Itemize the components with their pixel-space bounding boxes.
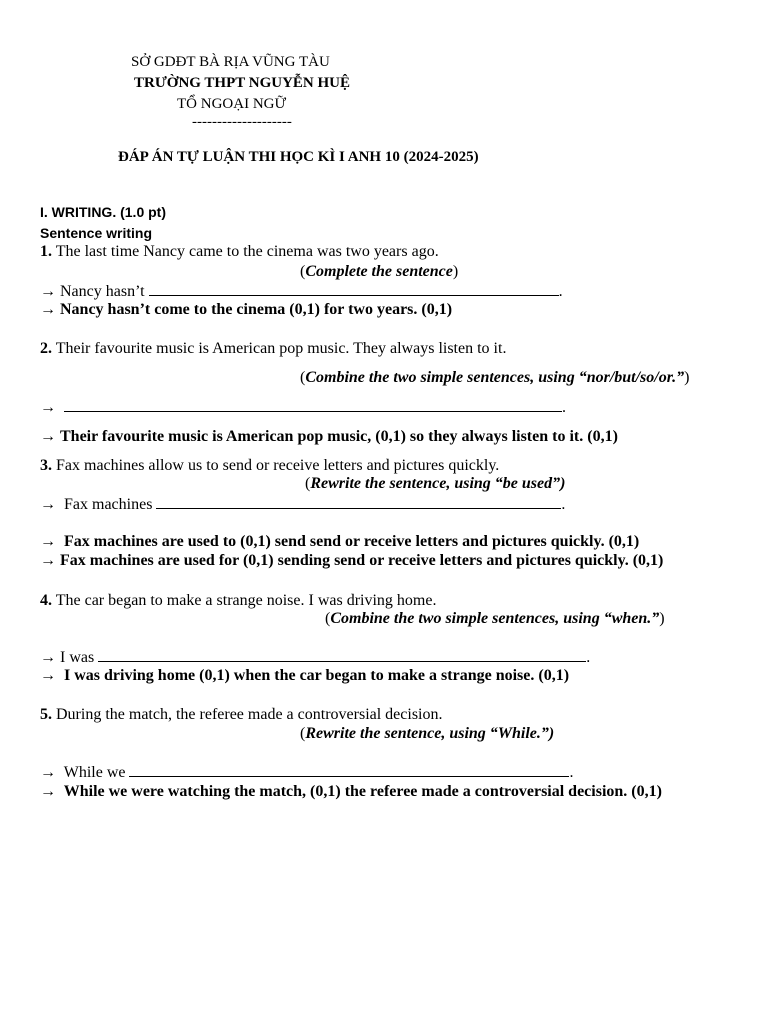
question-5-answer [40, 782, 662, 802]
answer-blank [64, 397, 562, 412]
paren-close: ) [659, 610, 665, 627]
answer-stem: While we [63, 764, 126, 781]
answer-text: Fax machines are used for (0,1) sending send or receive letters and pictures quickly. (0,1) [60, 552, 664, 569]
answer-text: Their favourite music is American pop music, (0,1) so they always listen to it. (0,1) [60, 428, 618, 445]
arrow-icon: → [40, 428, 56, 445]
paren-close: ) [684, 369, 690, 386]
arrow-icon: → [40, 764, 56, 781]
instruction-text: Complete the sentence [305, 263, 453, 280]
question-3-answer-b [40, 551, 663, 571]
page-title: ĐÁP ÁN TỰ LUẬN THI HỌC KÌ I ANH 10 (2024-2025) [118, 149, 479, 165]
instruction-text: Combine the two simple sentences, using “when.” [330, 610, 660, 627]
question-4-prompt [40, 591, 436, 611]
question-number: 5. [40, 706, 52, 723]
question-2-instruction [300, 368, 689, 388]
paren-open: ( [300, 725, 306, 742]
header-separator: -------------------- [192, 114, 292, 130]
question-number: 1. [40, 243, 52, 260]
arrow-icon: → [40, 667, 56, 684]
section-subheading: Sentence writing [40, 225, 153, 241]
question-1-instruction [300, 262, 458, 282]
answer-blank [156, 494, 561, 509]
question-3-blank-line [40, 494, 565, 515]
section-heading: I. WRITING. (1.0 pt) [40, 204, 166, 220]
question-4-blank-line [40, 647, 590, 668]
question-3-answer-a [40, 532, 639, 552]
answer-blank [98, 647, 586, 662]
answer-blank [149, 281, 559, 296]
question-number: 2. [40, 340, 52, 357]
answer-text: Fax machines are used to (0,1) send send or receive letters and pictures quickly. (0,1) [64, 533, 640, 550]
paren-open: ( [300, 263, 306, 280]
answer-text: I was driving home (0,1) when the car began to make a strange noise. (0,1) [64, 667, 570, 684]
paren-open: ( [300, 369, 306, 386]
instruction-text: Rewrite the sentence, using “While.”) [305, 725, 555, 742]
question-text: Their favourite music is American pop music. They always listen to it. [55, 340, 507, 357]
question-text: Fax machines allow us to send or receive letters and pictures quickly. [56, 457, 500, 474]
question-text: The last time Nancy came to the cinema was two years ago. [55, 243, 439, 260]
question-number: 4. [40, 592, 52, 609]
arrow-icon: → [40, 283, 56, 300]
question-2-prompt [40, 339, 506, 359]
sentence-end: . [569, 764, 574, 781]
arrow-icon: → [40, 783, 56, 800]
arrow-icon: → [40, 496, 56, 513]
sentence-end: . [586, 649, 591, 666]
instruction-text: Combine the two simple sentences, using “nor/but/so/or.” [305, 369, 685, 386]
paren-close: ) [452, 263, 459, 280]
sentence-end: . [561, 496, 566, 513]
question-4-instruction [325, 609, 665, 629]
question-text: The car began to make a strange noise. I was driving home. [55, 592, 437, 609]
question-5-blank-line [40, 762, 573, 783]
paren-open: ( [305, 475, 311, 492]
school-name: TRƯỜNG THPT NGUYỄN HUỆ [134, 75, 350, 91]
question-1-prompt [40, 242, 439, 262]
instruction-text: Rewrite the sentence, using “be used”) [310, 475, 566, 492]
sentence-end: . [562, 399, 566, 416]
question-2-blank-line [40, 397, 566, 418]
sentence-end: . [558, 283, 563, 300]
question-3-instruction [305, 474, 565, 494]
question-3-prompt [40, 456, 499, 476]
answer-stem: Fax machines [64, 496, 153, 513]
question-1-answer [40, 300, 452, 320]
question-2-answer [40, 427, 618, 447]
arrow-icon: → [40, 552, 56, 569]
answer-text: Nancy hasn’t come to the cinema (0,1) for two years. (0,1) [60, 301, 453, 318]
department-name: SỞ GDĐT BÀ RỊA VŨNG TÀU [131, 54, 330, 70]
question-1-blank-line [40, 281, 563, 302]
question-5-prompt [40, 705, 443, 725]
question-5-instruction [300, 724, 554, 744]
question-number: 3. [40, 457, 52, 474]
arrow-icon: → [40, 533, 56, 550]
arrow-icon: → [40, 301, 56, 318]
answer-blank [129, 762, 569, 777]
paren-open: ( [325, 610, 331, 627]
question-4-answer [40, 666, 569, 686]
answer-stem: I was [60, 649, 95, 666]
question-text: During the match, the referee made a controversial decision. [56, 706, 443, 723]
arrow-icon: → [40, 649, 56, 666]
answer-text: While we were watching the match, (0,1) the referee made a controversial decision. (0,1) [63, 783, 662, 800]
group-name: TỔ NGOẠI NGỮ [177, 96, 287, 112]
arrow-icon: → [40, 399, 56, 416]
answer-stem: Nancy hasn’t [60, 283, 145, 300]
